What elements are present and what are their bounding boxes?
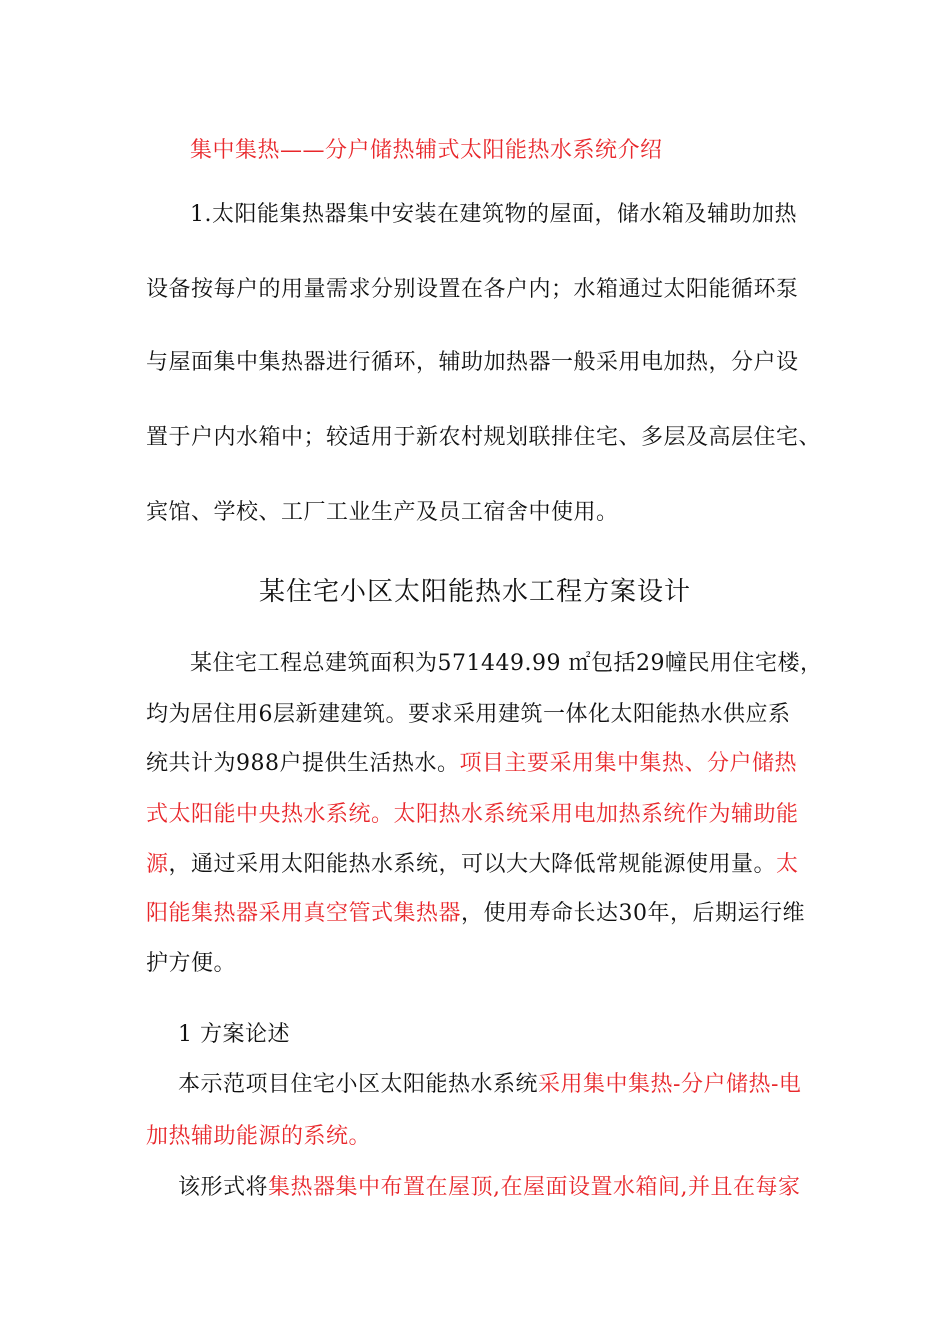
section-line-5-text: ，通过采用太阳能热水系统，可以大大降低常规能源使用量。 (168, 852, 777, 877)
section-line-4-part-2: 太阳热水系统采用电加热系统作为辅助能 (393, 802, 799, 827)
scheme-line-1 (178, 1071, 801, 1099)
intro-title: 集中集热——分户储热辅式太阳能热水系统介绍 (190, 138, 663, 163)
intro-paragraph-line-5: 宾馆、学校、工厂工业生产及员工宿舍中使用。 (146, 500, 619, 525)
section-line-5 (146, 851, 799, 879)
scheme-heading: 1 方案论述 (178, 1022, 290, 1047)
scheme-line-3-highlight: 集热器集中布置在屋顶,在屋面设置水箱间,并且在每家 (268, 1175, 801, 1200)
section-line-2: 均为居住用6层新建建筑。要求采用建筑一体化太阳能热水供应系 (146, 702, 791, 727)
intro-paragraph-line-2: 设备按每户的用量需求分别设置在各户内；水箱通过太阳能循环泵 (146, 277, 799, 302)
section-line-5-highlight-start: 源 (146, 852, 169, 877)
section-line-1-buildings: 包括29幢民用住宅楼， (590, 651, 823, 676)
section-line-3-text: 统共计为988户提供生活热水。 (146, 751, 460, 776)
intro-paragraph-line-1: 1.太阳能集热器集中安装在建筑物的屋面，储水箱及辅助加热 (190, 202, 797, 227)
scheme-line-2: 加热辅助能源的系统。 (146, 1124, 372, 1149)
scheme-line-3-text: 该形式将 (178, 1175, 269, 1200)
section-line-3 (146, 750, 797, 778)
section-line-6-text: ，使用寿命长达30年，后期运行维 (461, 901, 806, 926)
section-heading: 某住宅小区太阳能热水工程方案设计 (258, 577, 691, 607)
section-line-1 (190, 650, 822, 678)
section-line-4-part-1: 式太阳能中央热水系统。 (146, 802, 394, 827)
section-line-3-highlight: 项目主要采用集中集热、分户储热 (459, 751, 798, 776)
scheme-line-3 (178, 1174, 801, 1202)
scheme-line-1-highlight: 采用集中集热-分户储热-电 (538, 1072, 802, 1097)
scheme-line-1-text: 本示范项目住宅小区太阳能热水系统 (178, 1072, 539, 1097)
section-line-1-area: 某住宅工程总建筑面积为571449.99 ㎡ (190, 651, 591, 676)
section-line-6-highlight: 阳能集热器采用真空管式集热器 (146, 901, 462, 926)
intro-paragraph-line-4: 置于户内水箱中；较适用于新农村规划联排住宅、多层及高层住宅、 (146, 425, 822, 450)
section-line-6 (146, 900, 805, 928)
intro-paragraph-line-3: 与屋面集中集热器进行循环，辅助加热器一般采用电加热，分户设 (146, 350, 799, 375)
section-line-5-highlight-end: 太 (776, 852, 799, 877)
section-line-4 (146, 801, 799, 829)
section-line-7: 护方便。 (146, 951, 237, 976)
